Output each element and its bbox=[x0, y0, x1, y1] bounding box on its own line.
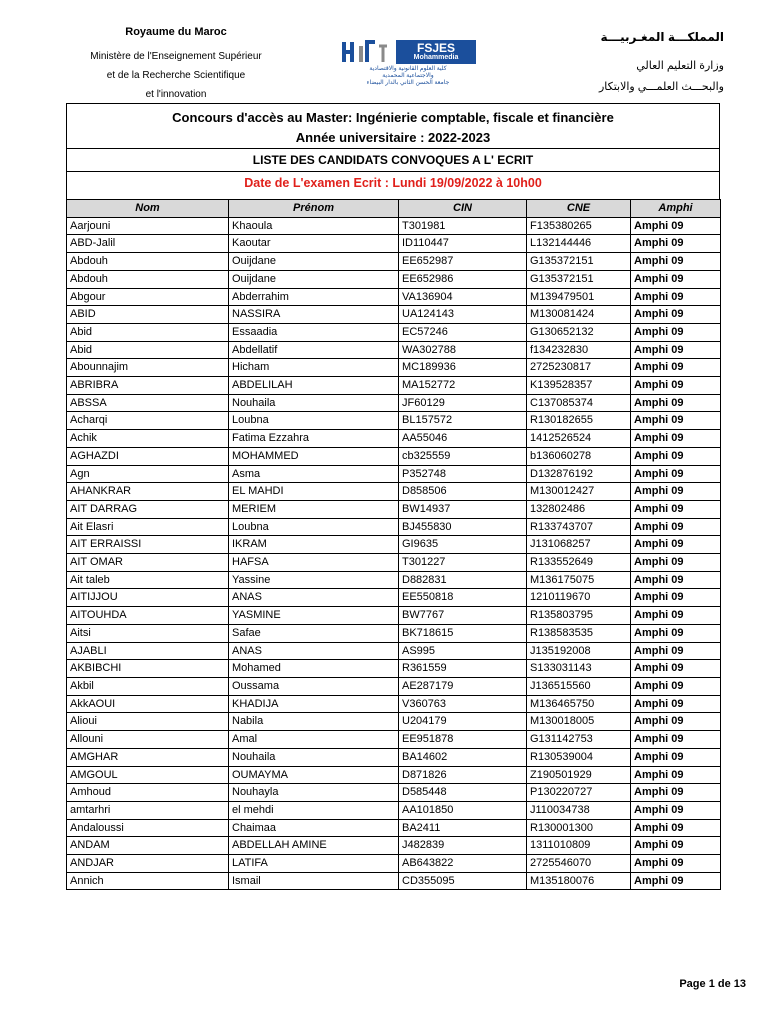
cne-cell: R130001300 bbox=[527, 819, 631, 837]
cin-cell: T301227 bbox=[399, 554, 527, 572]
cne-cell: M130081424 bbox=[527, 306, 631, 324]
cin-cell: BA2411 bbox=[399, 819, 527, 837]
nom-cell: Amhoud bbox=[67, 784, 229, 802]
cne-cell: M136465750 bbox=[527, 695, 631, 713]
cin-cell: BW7767 bbox=[399, 607, 527, 625]
prenom-cell: Abdellatif bbox=[229, 341, 399, 359]
prenom-cell: Amal bbox=[229, 731, 399, 749]
cin-cell: MA152772 bbox=[399, 377, 527, 395]
cne-cell: 1412526524 bbox=[527, 430, 631, 448]
kingdom-label: Royaume du Maroc bbox=[125, 26, 227, 38]
exam-date: Date de L'examen Ecrit : Lundi 19/09/2022 à 10h00 bbox=[244, 176, 542, 190]
amphi-cell: Amphi 09 bbox=[631, 323, 721, 341]
table-row bbox=[67, 801, 721, 819]
nom-cell: Abounnajim bbox=[67, 359, 229, 377]
cin-cell: U204179 bbox=[399, 713, 527, 731]
document-title-box bbox=[66, 103, 720, 199]
prenom-cell: Ismail bbox=[229, 872, 399, 890]
cne-cell: 1311010809 bbox=[527, 837, 631, 855]
candidates-table bbox=[66, 199, 721, 890]
ministry-line-arabic: وزارة التعليم العالي bbox=[636, 60, 724, 72]
amphi-cell: Amphi 09 bbox=[631, 677, 721, 695]
prenom-cell: Mohamed bbox=[229, 660, 399, 678]
table-row bbox=[67, 288, 721, 306]
amphi-cell: Amphi 09 bbox=[631, 589, 721, 607]
amphi-cell: Amphi 09 bbox=[631, 500, 721, 518]
nom-cell: AIT DARRAG bbox=[67, 500, 229, 518]
cin-cell: AA55046 bbox=[399, 430, 527, 448]
cne-cell: R135803795 bbox=[527, 607, 631, 625]
cin-cell: CD355095 bbox=[399, 872, 527, 890]
cne-cell: f134232830 bbox=[527, 341, 631, 359]
prenom-cell: Safae bbox=[229, 624, 399, 642]
prenom-cell: Abderrahim bbox=[229, 288, 399, 306]
cne-cell: L132144446 bbox=[527, 235, 631, 253]
logo-arabic-caption bbox=[340, 66, 476, 87]
prenom-cell: MOHAMMED bbox=[229, 447, 399, 465]
table-row bbox=[67, 731, 721, 749]
nom-cell: AKBIBCHI bbox=[67, 660, 229, 678]
logo-badge bbox=[396, 40, 476, 64]
amphi-cell: Amphi 09 bbox=[631, 731, 721, 749]
amphi-cell: Amphi 09 bbox=[631, 483, 721, 501]
nom-cell: ABRIBRA bbox=[67, 377, 229, 395]
table-row bbox=[67, 677, 721, 695]
prenom-cell: MERIEM bbox=[229, 500, 399, 518]
prenom-cell: Asma bbox=[229, 465, 399, 483]
amphi-cell: Amphi 09 bbox=[631, 341, 721, 359]
amphi-cell: Amphi 09 bbox=[631, 235, 721, 253]
cne-cell: S133031143 bbox=[527, 660, 631, 678]
cne-cell: G130652132 bbox=[527, 323, 631, 341]
table-row bbox=[67, 235, 721, 253]
nom-cell: AHANKRAR bbox=[67, 483, 229, 501]
list-title: LISTE DES CANDIDATS CONVOQUES A L' ECRIT bbox=[67, 148, 719, 172]
cin-cell: UA124143 bbox=[399, 306, 527, 324]
nom-cell: Agn bbox=[67, 465, 229, 483]
table-row bbox=[67, 359, 721, 377]
nom-cell: AMGOUL bbox=[67, 766, 229, 784]
table-row bbox=[67, 571, 721, 589]
nom-cell: Ait Elasri bbox=[67, 518, 229, 536]
prenom-cell: ANAS bbox=[229, 642, 399, 660]
cne-cell: b136060278 bbox=[527, 447, 631, 465]
table-row bbox=[67, 323, 721, 341]
cne-cell: K139528357 bbox=[527, 377, 631, 395]
cne-cell: M130012427 bbox=[527, 483, 631, 501]
prenom-cell: ABDELLAH AMINE bbox=[229, 837, 399, 855]
cne-cell: M139479501 bbox=[527, 288, 631, 306]
cne-cell: R138583535 bbox=[527, 624, 631, 642]
prenom-cell: Nouhaila bbox=[229, 394, 399, 412]
nom-cell: Aitsi bbox=[67, 624, 229, 642]
cne-cell: R130539004 bbox=[527, 748, 631, 766]
nom-cell: ABSSA bbox=[67, 394, 229, 412]
nom-cell: Aarjouni bbox=[67, 217, 229, 235]
cne-cell: G131142753 bbox=[527, 731, 631, 749]
logo-arabic-line: والاجتماعية المحمدية bbox=[382, 73, 434, 79]
amphi-cell: Amphi 09 bbox=[631, 306, 721, 324]
table-row bbox=[67, 872, 721, 890]
table-row bbox=[67, 447, 721, 465]
amphi-cell: Amphi 09 bbox=[631, 412, 721, 430]
nom-cell: Annich bbox=[67, 872, 229, 890]
prenom-cell: Essaadia bbox=[229, 323, 399, 341]
title-line: Année universitaire : 2022-2023 bbox=[295, 130, 491, 145]
cin-cell: AE287179 bbox=[399, 677, 527, 695]
nom-cell: Andaloussi bbox=[67, 819, 229, 837]
amphi-cell: Amphi 09 bbox=[631, 377, 721, 395]
faculty-logo bbox=[340, 40, 476, 88]
table-row bbox=[67, 642, 721, 660]
cin-cell: cb325559 bbox=[399, 447, 527, 465]
cin-cell: EC57246 bbox=[399, 323, 527, 341]
amphi-cell: Amphi 09 bbox=[631, 624, 721, 642]
nom-cell: AIT ERRAISSI bbox=[67, 536, 229, 554]
amphi-cell: Amphi 09 bbox=[631, 801, 721, 819]
table-row bbox=[67, 430, 721, 448]
table-row bbox=[67, 660, 721, 678]
nom-cell: AITOUHDA bbox=[67, 607, 229, 625]
prenom-cell: HAFSA bbox=[229, 554, 399, 572]
cin-cell: BJ455830 bbox=[399, 518, 527, 536]
amphi-cell: Amphi 09 bbox=[631, 571, 721, 589]
amphi-cell: Amphi 09 bbox=[631, 359, 721, 377]
cne-cell: M136175075 bbox=[527, 571, 631, 589]
nom-cell: Allouni bbox=[67, 731, 229, 749]
table-row bbox=[67, 377, 721, 395]
table-row bbox=[67, 253, 721, 271]
kingdom-label-arabic: المملكـــة المغـربيـــة bbox=[600, 30, 724, 44]
table-row bbox=[67, 518, 721, 536]
cin-cell: BA14602 bbox=[399, 748, 527, 766]
cne-cell: R130182655 bbox=[527, 412, 631, 430]
cne-cell: 2725546070 bbox=[527, 855, 631, 873]
cin-cell: WA302788 bbox=[399, 341, 527, 359]
amphi-cell: Amphi 09 bbox=[631, 660, 721, 678]
nom-cell: ABD-Jalil bbox=[67, 235, 229, 253]
nom-cell: ABID bbox=[67, 306, 229, 324]
amphi-cell: Amphi 09 bbox=[631, 695, 721, 713]
cne-cell: R133743707 bbox=[527, 518, 631, 536]
prenom-cell: Hicham bbox=[229, 359, 399, 377]
cne-cell: 132802486 bbox=[527, 500, 631, 518]
table-row bbox=[67, 855, 721, 873]
cne-cell: J135192008 bbox=[527, 642, 631, 660]
cin-cell: EE550818 bbox=[399, 589, 527, 607]
ministry-line: et de la Recherche Scientifique bbox=[106, 70, 246, 81]
amphi-cell: Amphi 09 bbox=[631, 784, 721, 802]
table-row bbox=[67, 589, 721, 607]
amphi-cell: Amphi 09 bbox=[631, 872, 721, 890]
prenom-cell: EL MAHDI bbox=[229, 483, 399, 501]
cne-cell: M130018005 bbox=[527, 713, 631, 731]
table-row bbox=[67, 607, 721, 625]
table-row bbox=[67, 465, 721, 483]
cin-cell: D585448 bbox=[399, 784, 527, 802]
table-header-row bbox=[67, 200, 721, 218]
table-body bbox=[67, 217, 721, 890]
cin-cell: D871826 bbox=[399, 766, 527, 784]
amphi-cell: Amphi 09 bbox=[631, 430, 721, 448]
prenom-cell: Loubna bbox=[229, 412, 399, 430]
header-left bbox=[66, 26, 286, 104]
amphi-cell: Amphi 09 bbox=[631, 217, 721, 235]
cin-cell: EE652987 bbox=[399, 253, 527, 271]
cne-cell: J136515560 bbox=[527, 677, 631, 695]
table-row bbox=[67, 784, 721, 802]
cne-cell: G135372151 bbox=[527, 270, 631, 288]
nom-cell: AITIJJOU bbox=[67, 589, 229, 607]
prenom-cell: ANAS bbox=[229, 589, 399, 607]
nom-cell: Abid bbox=[67, 341, 229, 359]
table-row bbox=[67, 394, 721, 412]
logo-arabic-line: كلية العلوم القانونية والاقتصادية bbox=[369, 66, 447, 72]
prenom-cell: OUMAYMA bbox=[229, 766, 399, 784]
cin-cell: D882831 bbox=[399, 571, 527, 589]
prenom-cell: Yassine bbox=[229, 571, 399, 589]
amphi-cell: Amphi 09 bbox=[631, 766, 721, 784]
cne-cell: 2725230817 bbox=[527, 359, 631, 377]
nom-cell: Achik bbox=[67, 430, 229, 448]
cne-cell: C137085374 bbox=[527, 394, 631, 412]
prenom-cell: Khaoula bbox=[229, 217, 399, 235]
cne-cell: R133552649 bbox=[527, 554, 631, 572]
cin-cell: P352748 bbox=[399, 465, 527, 483]
cin-cell: V360763 bbox=[399, 695, 527, 713]
nom-cell: Abgour bbox=[67, 288, 229, 306]
cne-cell: G135372151 bbox=[527, 253, 631, 271]
cin-cell: R361559 bbox=[399, 660, 527, 678]
table-row bbox=[67, 748, 721, 766]
amphi-cell: Amphi 09 bbox=[631, 518, 721, 536]
nom-cell: Abdouh bbox=[67, 270, 229, 288]
table-row bbox=[67, 483, 721, 501]
prenom-cell: Ouijdane bbox=[229, 270, 399, 288]
nom-cell: Alioui bbox=[67, 713, 229, 731]
nom-cell: AJABLI bbox=[67, 642, 229, 660]
nom-cell: AMGHAR bbox=[67, 748, 229, 766]
amphi-cell: Amphi 09 bbox=[631, 713, 721, 731]
nom-cell: Akbil bbox=[67, 677, 229, 695]
cin-cell: T301981 bbox=[399, 217, 527, 235]
nom-cell: Ait taleb bbox=[67, 571, 229, 589]
logo-badge-subtitle: Mohammedia bbox=[413, 54, 459, 61]
nom-cell: AGHAZDI bbox=[67, 447, 229, 465]
nom-cell: Acharqi bbox=[67, 412, 229, 430]
logo-mark-icon bbox=[340, 40, 390, 64]
prenom-cell: Nouhaila bbox=[229, 748, 399, 766]
cne-cell: M135180076 bbox=[527, 872, 631, 890]
ministry-line: Ministère de l'Enseignement Supérieur bbox=[90, 51, 262, 62]
amphi-cell: Amphi 09 bbox=[631, 288, 721, 306]
title-line: Concours d'accès au Master: Ingénierie comptable, fiscale et financière bbox=[172, 110, 614, 125]
logo-arabic-line: جامعة الحسن الثاني بالدار البيضاء bbox=[366, 80, 450, 86]
cin-cell: AA101850 bbox=[399, 801, 527, 819]
nom-cell: ANDJAR bbox=[67, 855, 229, 873]
ministry-line-arabic: والبحـــث العلمـــي والابتكار bbox=[598, 81, 724, 93]
table-row bbox=[67, 554, 721, 572]
prenom-cell: Ouijdane bbox=[229, 253, 399, 271]
table-row bbox=[67, 341, 721, 359]
prenom-cell: Fatima Ezzahra bbox=[229, 430, 399, 448]
amphi-cell: Amphi 09 bbox=[631, 819, 721, 837]
cin-cell: JF60129 bbox=[399, 394, 527, 412]
cin-cell: BK718615 bbox=[399, 624, 527, 642]
prenom-cell: LATIFA bbox=[229, 855, 399, 873]
cin-cell: VA136904 bbox=[399, 288, 527, 306]
amphi-cell: Amphi 09 bbox=[631, 447, 721, 465]
table-row bbox=[67, 270, 721, 288]
amphi-cell: Amphi 09 bbox=[631, 253, 721, 271]
prenom-cell: KHADIJA bbox=[229, 695, 399, 713]
nom-cell: Abid bbox=[67, 323, 229, 341]
cin-cell: AB643822 bbox=[399, 855, 527, 873]
page-number: Page 1 de 13 bbox=[679, 978, 746, 990]
prenom-cell: Chaimaa bbox=[229, 819, 399, 837]
amphi-cell: Amphi 09 bbox=[631, 536, 721, 554]
cin-cell: D858506 bbox=[399, 483, 527, 501]
cin-cell: BL157572 bbox=[399, 412, 527, 430]
table-row bbox=[67, 217, 721, 235]
column-header: CNE bbox=[527, 200, 631, 218]
amphi-cell: Amphi 09 bbox=[631, 642, 721, 660]
amphi-cell: Amphi 09 bbox=[631, 270, 721, 288]
amphi-cell: Amphi 09 bbox=[631, 394, 721, 412]
table-row bbox=[67, 536, 721, 554]
prenom-cell: Loubna bbox=[229, 518, 399, 536]
prenom-cell: YASMINE bbox=[229, 607, 399, 625]
cin-cell: MC189936 bbox=[399, 359, 527, 377]
prenom-cell: IKRAM bbox=[229, 536, 399, 554]
cin-cell: EE951878 bbox=[399, 731, 527, 749]
prenom-cell: Nouhayla bbox=[229, 784, 399, 802]
nom-cell: ANDAM bbox=[67, 837, 229, 855]
amphi-cell: Amphi 09 bbox=[631, 607, 721, 625]
amphi-cell: Amphi 09 bbox=[631, 554, 721, 572]
cne-cell: 1210119670 bbox=[527, 589, 631, 607]
cne-cell: D132876192 bbox=[527, 465, 631, 483]
cne-cell: Z190501929 bbox=[527, 766, 631, 784]
table-row bbox=[67, 713, 721, 731]
table-row bbox=[67, 500, 721, 518]
cne-cell: J131068257 bbox=[527, 536, 631, 554]
amphi-cell: Amphi 09 bbox=[631, 748, 721, 766]
prenom-cell: el mehdi bbox=[229, 801, 399, 819]
table-row bbox=[67, 412, 721, 430]
prenom-cell: Kaoutar bbox=[229, 235, 399, 253]
nom-cell: amtarhri bbox=[67, 801, 229, 819]
cin-cell: EE652986 bbox=[399, 270, 527, 288]
column-header: Amphi bbox=[631, 200, 721, 218]
header-right bbox=[524, 30, 724, 98]
prenom-cell: NASSIRA bbox=[229, 306, 399, 324]
nom-cell: AkkAOUI bbox=[67, 695, 229, 713]
table-row bbox=[67, 306, 721, 324]
nom-cell: Abdouh bbox=[67, 253, 229, 271]
table-row bbox=[67, 837, 721, 855]
cin-cell: GI9635 bbox=[399, 536, 527, 554]
cin-cell: ID110447 bbox=[399, 235, 527, 253]
prenom-cell: Nabila bbox=[229, 713, 399, 731]
table-row bbox=[67, 695, 721, 713]
ministry-line: et l'innovation bbox=[145, 89, 207, 100]
cne-cell: J110034738 bbox=[527, 801, 631, 819]
amphi-cell: Amphi 09 bbox=[631, 855, 721, 873]
table-row bbox=[67, 624, 721, 642]
cne-cell: F135380265 bbox=[527, 217, 631, 235]
cin-cell: AS995 bbox=[399, 642, 527, 660]
cin-cell: J482839 bbox=[399, 837, 527, 855]
column-header: Prénom bbox=[229, 200, 399, 218]
prenom-cell: ABDELILAH bbox=[229, 377, 399, 395]
column-header: CIN bbox=[399, 200, 527, 218]
amphi-cell: Amphi 09 bbox=[631, 837, 721, 855]
nom-cell: AIT OMAR bbox=[67, 554, 229, 572]
table-row bbox=[67, 766, 721, 784]
cin-cell: BW14937 bbox=[399, 500, 527, 518]
column-header: Nom bbox=[67, 200, 229, 218]
document-title bbox=[67, 108, 719, 148]
amphi-cell: Amphi 09 bbox=[631, 465, 721, 483]
cne-cell: P130220727 bbox=[527, 784, 631, 802]
logo-badge-title: FSJES bbox=[416, 41, 455, 55]
prenom-cell: Oussama bbox=[229, 677, 399, 695]
table-row bbox=[67, 819, 721, 837]
